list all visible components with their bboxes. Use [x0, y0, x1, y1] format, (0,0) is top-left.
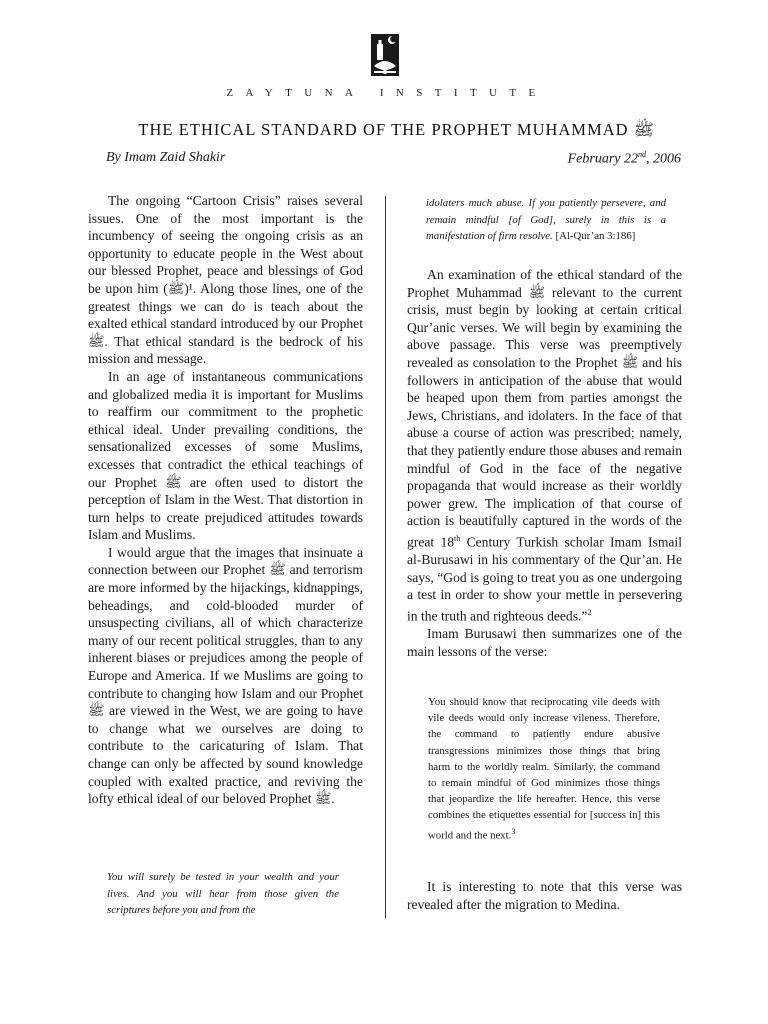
left-column [88, 192, 363, 808]
paragraph [407, 266, 682, 625]
institute-name: ZAYTUNA INSTITUTE [226, 87, 548, 99]
quote-reference: [Al-Qur’an 3:186] [555, 230, 636, 243]
paragraph: The ongoing “Cartoon Crisis” raises several issues. One of the most important is the incumbency of seeing the ongoing crisis as an opportunity to educate people in the West about our blessed Prophet, peace and blessings of God be upon him (ﷺ)¹. Along those lines, one of the greatest things we can do is teach about the exalted ethical standard introduced by our Prophet ﷺ. That ethical standard is the bedrock of his mission and message. [88, 193, 363, 367]
date-year: , 2006 [646, 151, 681, 167]
date-main: February 22 [567, 151, 638, 167]
page-title: THE ETHICAL STANDARD OF THE PROPHET MUHAMMAD ﷺ [138, 120, 654, 139]
block-quote [428, 694, 660, 843]
footnote-ref: 2 [587, 607, 592, 617]
paragraph: I would argue that the images that insinuate a connection between our Prophet ﷺ and terrorism are more informed by the hijackings, kidnappings, beheadings, and cold-blooded murder of unsuspecting civilians, all of which characterize many of our recent political struggles, than to any inherent biases or prejudices among the people of Europe and America. If we Muslims are going to contribute to changing how Islam and our Prophet ﷺ are viewed in the West, we are going to have to change what we ourselves are doing to contribute to the caricaturing of Islam. That change can only be affected by sound knowledge coupled with exalted practice, and reviving the lofty ethical ideal of our beloved Prophet ﷺ. [88, 544, 363, 807]
paragraph: In an age of instantaneous communications and globalized media it is important for Muslims to reaffirm our commitment to the prophetic ethical ideal. Under prevailing conditions, the sensationalized excesses of some Muslims, excesses that contradict the ethical teachings of our Prophet ﷺ are often used to distort the perception of Islam in the West. That distortion in turn helps to create prejudiced attitudes towards Islam and Muslims. [88, 368, 363, 543]
publication-date [568, 150, 681, 168]
paragraph: It is interesting to note that this verse was revealed after the migration to Medina. [407, 879, 682, 912]
right-column [407, 266, 682, 660]
date-ordinal: nd [638, 150, 646, 159]
block-quote-text: You should know that reciprocating vile deeds with vile deeds would only increase vileness. Therefore, the command to patiently endure abusive transgressions minimizes those things that bring harm to the worldly realm. Similarly, the command to remain mindful of God minimizes those things that jeopardize the life hereafter. Hence, this verse combines the etiquettes essential for [success in] this world and the next. [428, 696, 660, 842]
quran-quote-continuation [426, 195, 666, 245]
zaytuna-logo-icon [368, 30, 402, 78]
ordinal-superscript: th [454, 533, 461, 543]
quote-text: idolaters much abuse. If you patiently persevere, and remain mindful [of God], surely in this is a manifestation of firm resolve. [426, 197, 666, 243]
author-byline: By Imam Zaid Shakir [106, 150, 226, 165]
paragraph-text: Century Turkish scholar Imam Ismail al-Burusawi in his commentary of the Qur’an. He says, “God is going to treat you as one undergoing a test in order to show your mettle in persevering in the truth and righteous deeds.” [407, 534, 682, 624]
paragraph: Imam Burusawi then summarizes one of the main lessons of the verse: [407, 625, 682, 659]
right-column-continued [407, 878, 682, 913]
paragraph-text: An examination of the ethical standard of the Prophet Muhammad ﷺ relevant to the current crisis, must begin by looking at certain critical Qur’anic verses. We will begin by examining the above passage. This verse was preemptively revealed as consolation to the Prophet ﷺ and his followers in anticipation of the abuse that would be heaped upon them from parties amongst the Jews, Christians, and idolaters. In the face of that abuse a course of action was prescribed; namely, that they patiently endure those abuses and remain mindful of God in the face of the negative propaganda that would increase as their worldly power grew. The implication of that course of action is beautifully captured in the words of the great 18 [407, 267, 682, 550]
quran-quote-start: You will surely be tested in your wealth and your lives. And you will hear from those given the scriptures before you and from the [107, 871, 339, 917]
footnote-ref: 3 [511, 826, 516, 836]
column-divider [385, 196, 386, 918]
